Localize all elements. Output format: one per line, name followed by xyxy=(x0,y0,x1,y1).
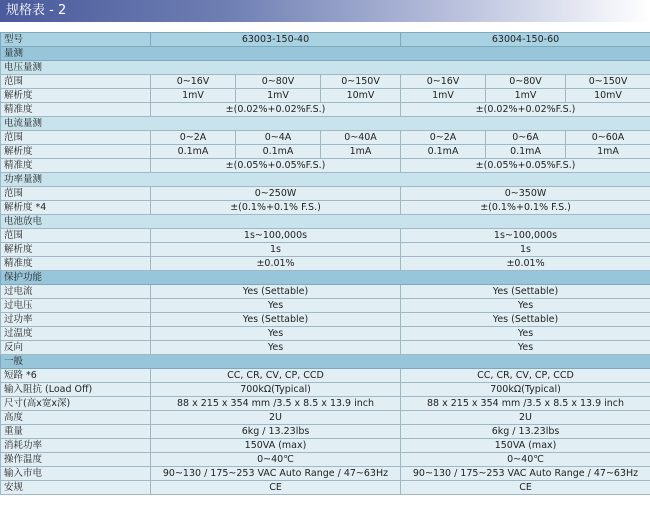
table-cell: 0~2A xyxy=(401,131,486,145)
table-row xyxy=(1,257,650,271)
table-cell: Yes xyxy=(151,299,401,313)
table-cell: CC, CR, CV, CP, CCD xyxy=(151,369,401,383)
table-cell: 1mV xyxy=(486,89,566,103)
table-cell: 0~4A xyxy=(236,131,321,145)
table-cell: Yes (Settable) xyxy=(151,313,401,327)
table-row xyxy=(1,341,650,355)
section-row xyxy=(1,215,650,229)
table-row xyxy=(1,383,650,397)
table-row xyxy=(1,369,650,383)
table-cell: 1mA xyxy=(566,145,650,159)
row-label: 安规 xyxy=(1,481,151,495)
table-row xyxy=(1,243,650,257)
table-row xyxy=(1,75,650,89)
table-cell: 0.1mA xyxy=(236,145,321,159)
row-label: 精准度 xyxy=(1,257,151,271)
row-label: 电流量测 xyxy=(1,117,650,131)
row-label: 范围 xyxy=(1,75,151,89)
row-label: 过电流 xyxy=(1,285,151,299)
table-cell: 10mV xyxy=(321,89,401,103)
table-cell: 0.1mA xyxy=(486,145,566,159)
table-cell: 0~150V xyxy=(321,75,401,89)
table-row xyxy=(1,411,650,425)
table-cell: 2U xyxy=(401,411,650,425)
table-cell: 6kg / 13.23lbs xyxy=(151,425,401,439)
row-label: 尺寸(高x宽x深) xyxy=(1,397,151,411)
table-cell: 1s xyxy=(151,243,401,257)
page-title: 规格表 - 2 xyxy=(0,0,650,22)
table-cell: 0~40℃ xyxy=(401,453,650,467)
row-label: 精准度 xyxy=(1,159,151,173)
model-header: 63003-150-40 xyxy=(151,33,401,47)
table-cell: 1s xyxy=(401,243,650,257)
table-row xyxy=(1,425,650,439)
model-header: 63004-150-60 xyxy=(401,33,650,47)
table-cell: 6kg / 13.23lbs xyxy=(401,425,650,439)
table-row xyxy=(1,89,650,103)
row-label: 电压量测 xyxy=(1,61,650,75)
table-cell: ±0.01% xyxy=(401,257,650,271)
table-row xyxy=(1,481,650,495)
table-cell: 1mA xyxy=(321,145,401,159)
table-cell: 0~2A xyxy=(151,131,236,145)
table-cell: CC, CR, CV, CP, CCD xyxy=(401,369,650,383)
table-row xyxy=(1,439,650,453)
table-cell: ±(0.02%+0.02%F.S.) xyxy=(401,103,650,117)
table-cell: 1mV xyxy=(151,89,236,103)
table-cell: 150VA (max) xyxy=(151,439,401,453)
table-cell: ±(0.05%+0.05%F.S.) xyxy=(401,159,650,173)
row-label: 电池放电 xyxy=(1,215,650,229)
table-cell: 700kΩ(Typical) xyxy=(401,383,650,397)
table-row xyxy=(1,187,650,201)
table-cell: 1s~100,000s xyxy=(151,229,401,243)
table-row xyxy=(1,299,650,313)
table-cell: 700kΩ(Typical) xyxy=(151,383,401,397)
header-row xyxy=(1,33,650,47)
table-cell: 0~16V xyxy=(401,75,486,89)
table-row xyxy=(1,201,650,215)
table-cell: 2U xyxy=(151,411,401,425)
table-cell: 1mV xyxy=(236,89,321,103)
section-row xyxy=(1,355,650,369)
table-cell: 0~40A xyxy=(321,131,401,145)
table-cell: ±(0.1%+0.1% F.S.) xyxy=(401,201,650,215)
table-cell: Yes xyxy=(401,327,650,341)
row-label: 过温度 xyxy=(1,327,151,341)
table-cell: 90~130 / 175~253 VAC Auto Range / 47~63Hz xyxy=(151,467,401,481)
table-cell: 0~250W xyxy=(151,187,401,201)
table-row xyxy=(1,453,650,467)
section-row xyxy=(1,47,650,61)
table-cell: 0~6A xyxy=(486,131,566,145)
row-label: 高度 xyxy=(1,411,151,425)
table-row xyxy=(1,467,650,481)
table-cell: 0~150V xyxy=(566,75,650,89)
row-label: 型号 xyxy=(1,33,151,47)
row-label: 解析度 xyxy=(1,243,151,257)
row-label: 过电压 xyxy=(1,299,151,313)
table-cell: 0~350W xyxy=(401,187,650,201)
table-cell: 88 x 215 x 354 mm /3.5 x 8.5 x 13.9 inch xyxy=(151,397,401,411)
row-label: 功率量测 xyxy=(1,173,650,187)
row-label: 一般 xyxy=(1,355,650,369)
table-cell: Yes (Settable) xyxy=(401,285,650,299)
spec-table xyxy=(0,32,650,495)
row-label: 范围 xyxy=(1,229,151,243)
table-row xyxy=(1,131,650,145)
section-row xyxy=(1,271,650,285)
row-label: 反向 xyxy=(1,341,151,355)
row-label: 解析度 *4 xyxy=(1,201,151,215)
table-cell: CE xyxy=(401,481,650,495)
table-cell: 0~40℃ xyxy=(151,453,401,467)
row-label: 短路 *6 xyxy=(1,369,151,383)
table-cell: Yes xyxy=(401,299,650,313)
row-label: 输入阻抗 (Load Off) xyxy=(1,383,151,397)
table-row xyxy=(1,313,650,327)
section-row xyxy=(1,173,650,187)
table-cell: 88 x 215 x 354 mm /3.5 x 8.5 x 13.9 inch xyxy=(401,397,650,411)
table-row xyxy=(1,103,650,117)
row-label: 范围 xyxy=(1,187,151,201)
table-cell: 0.1mA xyxy=(151,145,236,159)
table-cell: Yes xyxy=(401,341,650,355)
row-label: 精准度 xyxy=(1,103,151,117)
section-row xyxy=(1,61,650,75)
table-row xyxy=(1,145,650,159)
row-label: 量测 xyxy=(1,47,650,61)
table-cell: ±0.01% xyxy=(151,257,401,271)
table-cell: Yes (Settable) xyxy=(151,285,401,299)
row-label: 保护功能 xyxy=(1,271,650,285)
table-cell: 90~130 / 175~253 VAC Auto Range / 47~63Hz xyxy=(401,467,650,481)
table-cell: 0~80V xyxy=(486,75,566,89)
table-cell: ±(0.02%+0.02%F.S.) xyxy=(151,103,401,117)
table-row xyxy=(1,285,650,299)
table-cell: ±(0.05%+0.05%F.S.) xyxy=(151,159,401,173)
table-cell: Yes xyxy=(151,327,401,341)
row-label: 过功率 xyxy=(1,313,151,327)
table-cell: 1s~100,000s xyxy=(401,229,650,243)
row-label: 消耗功率 xyxy=(1,439,151,453)
table-row xyxy=(1,229,650,243)
row-label: 重量 xyxy=(1,425,151,439)
table-cell: Yes (Settable) xyxy=(401,313,650,327)
table-row xyxy=(1,397,650,411)
table-cell: 10mV xyxy=(566,89,650,103)
row-label: 解析度 xyxy=(1,145,151,159)
table-row xyxy=(1,327,650,341)
section-row xyxy=(1,117,650,131)
table-cell: 0~60A xyxy=(566,131,650,145)
table-cell: 150VA (max) xyxy=(401,439,650,453)
table-cell: 1mV xyxy=(401,89,486,103)
table-cell: ±(0.1%+0.1% F.S.) xyxy=(151,201,401,215)
row-label: 输入市电 xyxy=(1,467,151,481)
table-cell: 0~16V xyxy=(151,75,236,89)
row-label: 操作温度 xyxy=(1,453,151,467)
table-cell: Yes xyxy=(151,341,401,355)
table-cell: 0.1mA xyxy=(401,145,486,159)
table-cell: 0~80V xyxy=(236,75,321,89)
table-row xyxy=(1,159,650,173)
table-cell: CE xyxy=(151,481,401,495)
row-label: 范围 xyxy=(1,131,151,145)
row-label: 解析度 xyxy=(1,89,151,103)
